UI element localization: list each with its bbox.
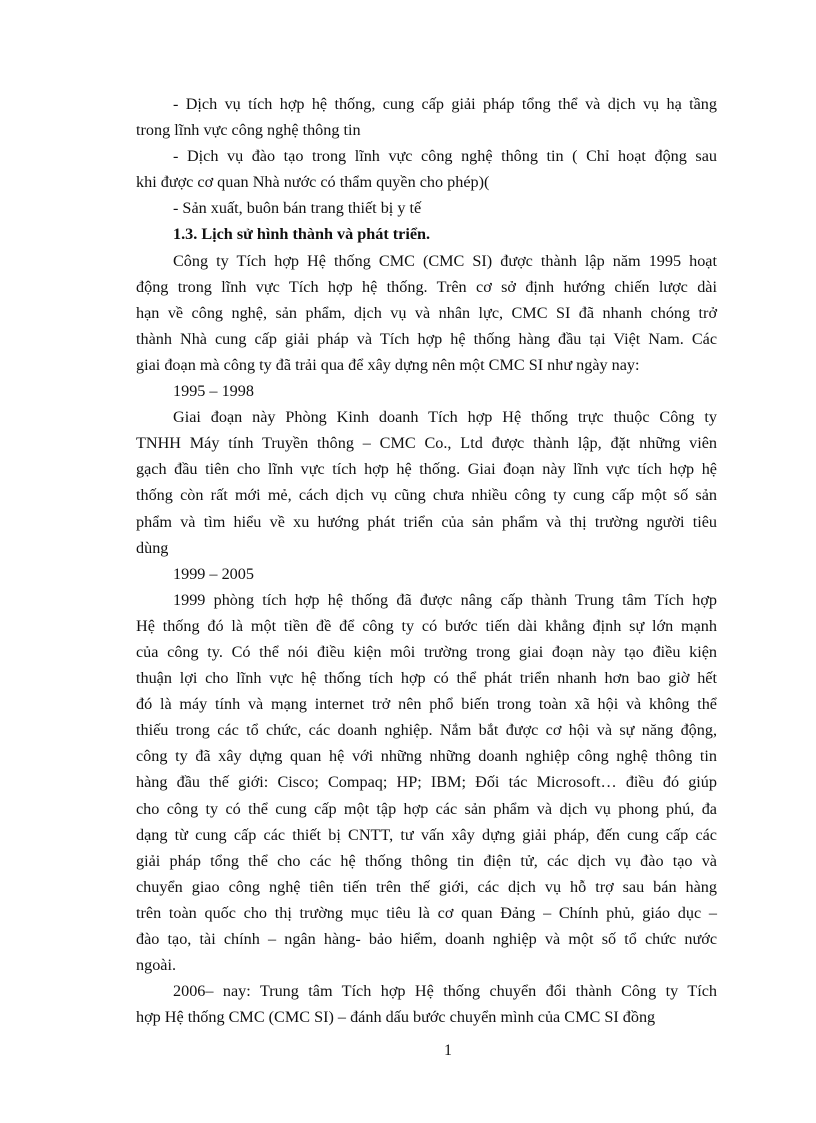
text-line: giai đoạn mà công ty đã trải qua để xây dựng nên một CMC SI như ngày nay: — [136, 355, 640, 374]
text-line: đó là máy tính và mạng internet trở nên phổ biến trong toàn xã hội và không thể — [136, 695, 717, 714]
text-line: khi được cơ quan Nhà nước có thẩm quyền cho phép)( — [136, 173, 490, 192]
text-line: hợp Hệ thống CMC (CMC SI) – đánh dấu bước chuyển mình của CMC SI đồng — [136, 1008, 656, 1027]
text-line: trong lĩnh vực công nghệ thông tin — [136, 121, 361, 140]
text-line: trên toàn quốc cho thị trường mục tiêu là cơ quan Đảng – Chính phủ, giáo dục – — [136, 903, 717, 922]
document-body — [136, 91, 717, 1030]
page-number: 1 — [444, 1042, 452, 1059]
text-line: Hệ thống đó là một tiền đề để công ty có bước tiến dài khẳng định sự lớn mạnh — [136, 616, 717, 635]
section-heading: 1.3. Lịch sử hình thành và phát triển. — [173, 225, 431, 244]
bullet-line: - Dịch vụ tích hợp hệ thống, cung cấp giải pháp tổng thể và dịch vụ hạ tầng — [173, 95, 717, 113]
period-heading: 1995 – 1998 — [173, 382, 254, 401]
text-line: 1999 phòng tích hợp hệ thống đã được nâng cấp thành Trung tâm Tích hợp — [173, 590, 717, 609]
text-line: chuyển giao công nghệ tiên tiến trên thế giới, các dịch vụ hỗ trợ sau bán hàng — [136, 877, 717, 896]
text-line: hạn về công nghệ, sản phẩm, dịch vụ và nhân lực, CMC SI đã nhanh chóng trở — [136, 303, 717, 322]
text-line: đào tạo, tài chính – ngân hàng- bảo hiểm, doanh nghiệp và một số tổ chức nước — [136, 930, 717, 948]
period-heading: 1999 – 2005 — [173, 564, 254, 583]
text-line: thuận lợi cho lĩnh vực hệ thống tích hợp có thể phát triển nhanh hơn bao giờ hết — [136, 669, 717, 688]
text-line: giải pháp tổng thể cho các hệ thống thông tin điện tử, các dịch vụ đào tạo và — [136, 851, 717, 870]
text-line: phẩm và tìm hiểu về xu hướng phát triển của sản phẩm và thị trường người tiêu — [136, 512, 717, 531]
text-line: gạch đầu tiên cho lĩnh vực tích hợp hệ thống. Giai đoạn này lĩnh vực tích hợp hệ — [136, 460, 717, 479]
text-line: Công ty Tích hợp Hệ thống CMC (CMC SI) được thành lập năm 1995 hoạt — [173, 251, 717, 270]
text-line: thành Nhà cung cấp giải pháp và Tích hợp hệ thống hàng đầu tại Việt Nam. Các — [136, 329, 717, 348]
text-line: ngoài. — [136, 956, 177, 975]
bullet-line: - Sản xuất, buôn bán trang thiết bị y tế — [173, 199, 422, 218]
text-line: Giai đoạn này Phòng Kinh doanh Tích hợp Hệ thống trực thuộc Công ty — [173, 408, 717, 427]
text-line: dùng — [136, 538, 169, 557]
bullet-line: - Dịch vụ đào tạo trong lĩnh vực công nghệ thông tin ( Chỉ hoạt động sau — [173, 147, 717, 166]
text-line: của công ty. Có thể nói điều kiện môi trường trong giai đoạn này tạo điều kiện — [136, 642, 717, 661]
text-line: thiếu trong các tổ chức, các doanh nghiệp. Nắm bắt được cơ hội và sự năng động, — [136, 721, 717, 740]
text-line: cho công ty có thể cung cấp một tập hợp các sản phẩm và dịch vụ phong phú, đa — [136, 799, 717, 818]
text-line: dạng từ cung cấp các thiết bị CNTT, tư vấn xây dựng giải pháp, đến cung cấp các — [136, 825, 717, 844]
text-line: TNHH Máy tính Truyền thông – CMC Co., Ltd được thành lập, đặt những viên — [136, 434, 717, 453]
text-line: công ty đã xây dựng quan hệ với những những doanh nghiệp công nghệ thông tin — [136, 747, 717, 766]
text-line: động trong lĩnh vực Tích hợp hệ thống. Trên cơ sở định hướng chiến lược dài — [136, 277, 717, 296]
text-line: thống còn rất mới mẻ, cách dịch vụ cũng chưa nhiều công ty cung cấp một số sản — [136, 486, 717, 505]
text-line: hàng đầu thế giới: Cisco; Compaq; HP; IBM; Đối tác Microsoft… điều đó giúp — [136, 773, 717, 792]
text-line: 2006– nay: Trung tâm Tích hợp Hệ thống chuyển đổi thành Công ty Tích — [173, 982, 717, 1001]
